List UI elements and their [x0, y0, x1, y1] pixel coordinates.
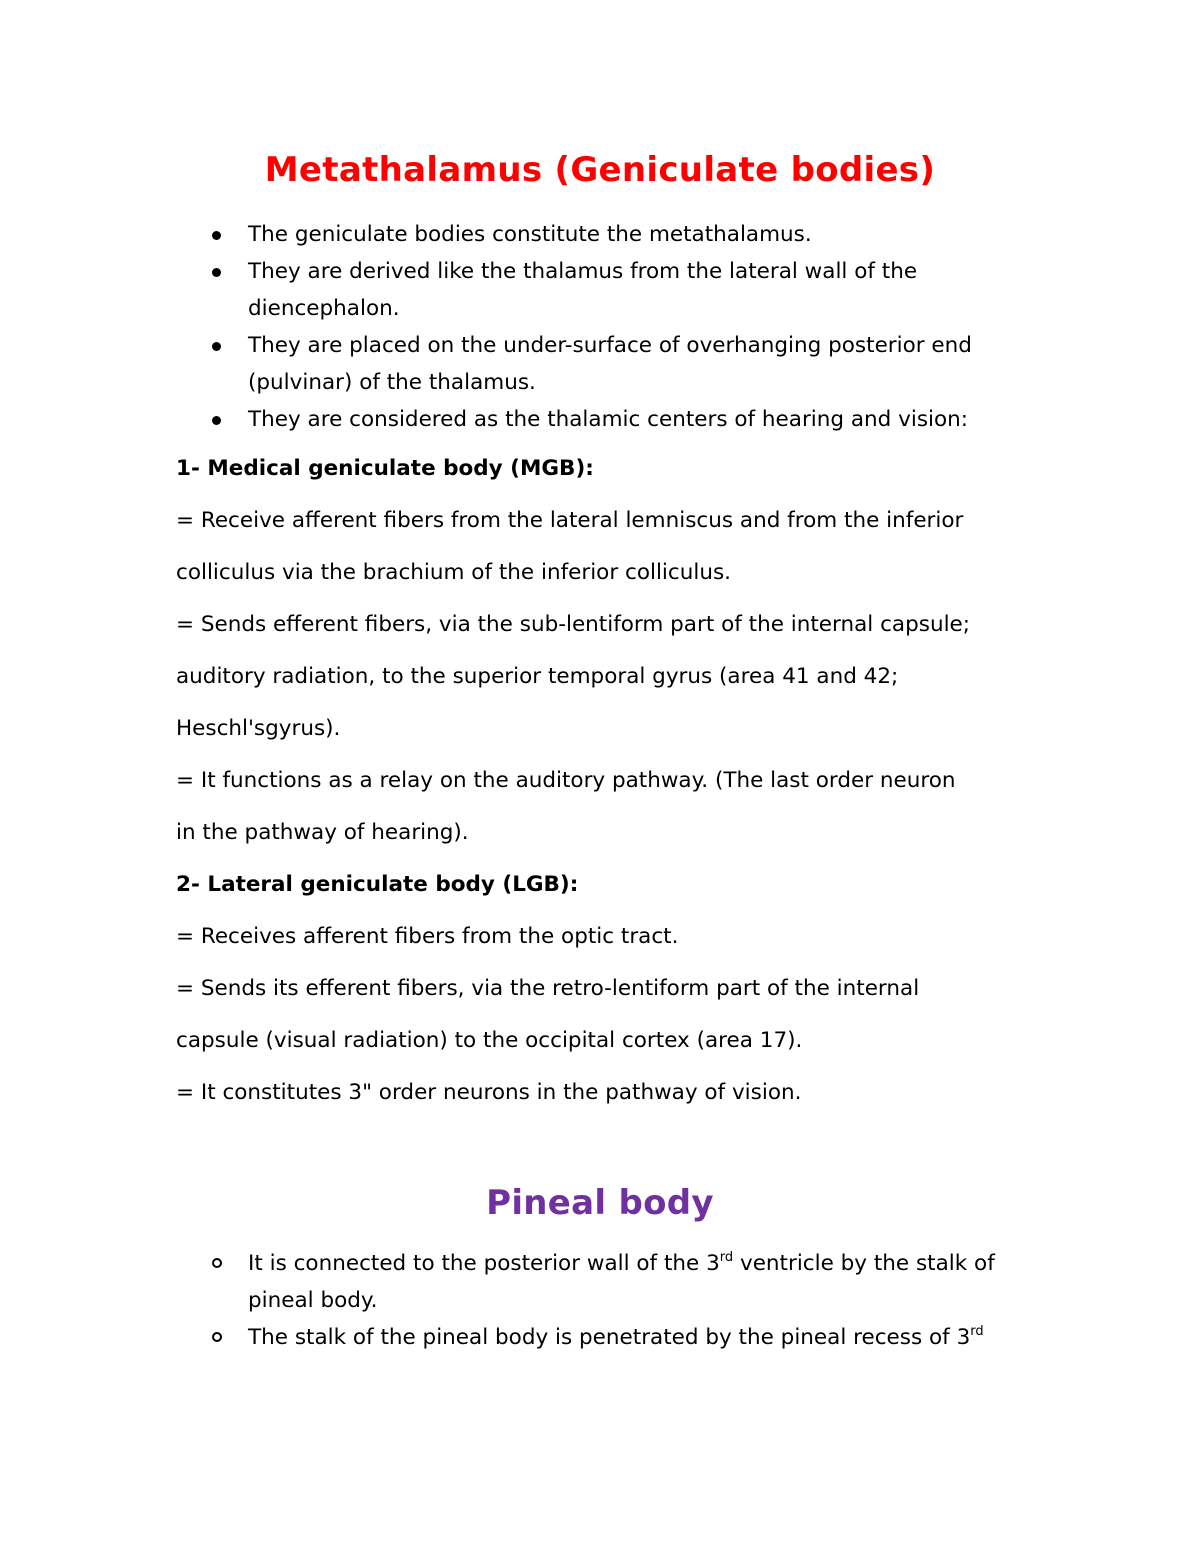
- mgb-line: = It functions as a relay on the auditory pathway. (The last order neuron: [176, 768, 956, 793]
- bullet-circle-icon: [212, 1258, 222, 1268]
- mgb-line: auditory radiation, to the superior temporal gyrus (area 41 and 42;: [176, 664, 899, 689]
- mgb-line: = Sends efferent fibers, via the sub-lentiform part of the internal capsule;: [176, 612, 971, 637]
- bullet-text: The stalk of the pineal body is penetrated by the pineal recess of 3rd: [248, 1324, 984, 1350]
- lgb-line: = Receives afferent fibers from the optic tract.: [176, 924, 679, 949]
- lgb-line: capsule (visual radiation) to the occipital cortex (area 17).: [176, 1028, 803, 1053]
- superscript: rd: [970, 1324, 984, 1339]
- lgb-line: = It constitutes 3" order neurons in the pathway of vision.: [176, 1080, 802, 1105]
- lgb-heading: 2- Lateral geniculate body (LGB):: [176, 872, 579, 897]
- metathalamus-bullet-list: [212, 216, 1042, 438]
- bullet-text: The geniculate bodies constitute the metathalamus.: [248, 222, 812, 247]
- mgb-line: colliculus via the brachium of the inferior colliculus.: [176, 560, 731, 585]
- mgb-line: in the pathway of hearing).: [176, 820, 469, 845]
- list-item: [212, 327, 1042, 401]
- mgb-line: Heschl'sgyrus).: [176, 716, 341, 741]
- bullet-text: They are considered as the thalamic centers of hearing and vision:: [248, 407, 969, 432]
- bullet-disc-icon: [212, 231, 221, 240]
- list-item: [212, 401, 1042, 438]
- list-item: [212, 216, 1042, 253]
- pineal-bullet-list: [212, 1245, 1042, 1356]
- bullet-text: They are placed on the under-surface of overhanging posterior end (pulvinar) of the thalamus.: [248, 333, 972, 395]
- list-item: [212, 1245, 1042, 1319]
- list-item: [212, 253, 1042, 327]
- superscript: rd: [719, 1250, 734, 1265]
- section-title-pineal-body: Pineal body: [486, 1183, 714, 1223]
- bullet-disc-icon: [212, 416, 221, 425]
- lgb-line: = Sends its efferent fibers, via the retro-lentiform part of the internal: [176, 976, 920, 1001]
- mgb-heading: 1- Medical geniculate body (MGB):: [176, 456, 594, 481]
- bullet-circle-icon: [212, 1332, 222, 1342]
- bullet-disc-icon: [212, 342, 221, 351]
- section-title-metathalamus: Metathalamus (Geniculate bodies): [264, 150, 936, 190]
- list-item: [212, 1319, 1042, 1356]
- mgb-line: = Receive afferent fibers from the lateral lemniscus and from the inferior: [176, 508, 964, 533]
- bullet-text: It is connected to the posterior wall of the 3rd ventricle by the stalk of pineal body.: [248, 1250, 995, 1313]
- bullet-disc-icon: [212, 268, 221, 277]
- bullet-text: They are derived like the thalamus from the lateral wall of the diencephalon.: [248, 259, 918, 321]
